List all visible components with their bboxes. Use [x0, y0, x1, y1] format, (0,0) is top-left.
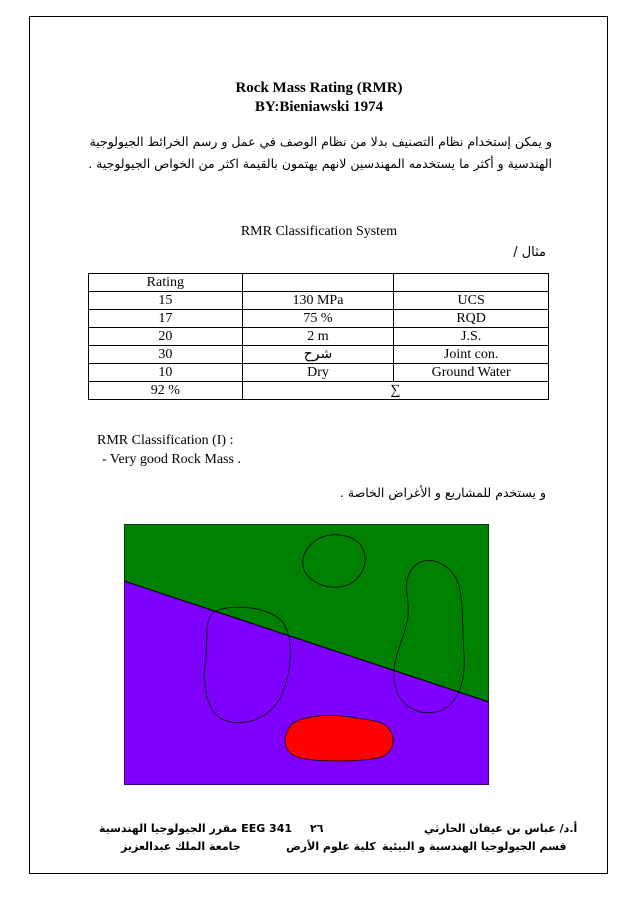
rating-cell: 15: [89, 292, 243, 310]
table-row: [89, 310, 549, 328]
sum-symbol-cell: ∑: [242, 382, 548, 400]
rating-cell: 20: [89, 328, 243, 346]
table-cell: [242, 274, 394, 292]
example-label: مثال /: [513, 245, 546, 260]
intro-line-2: الهندسية و أكثر ما يستخدمه المهندسين لانهم يهتمون بالقيمة اكثر من الخواص الجيولوجية .: [88, 156, 552, 171]
footer-department: قسم الجيولوجيا الهندسية و البيئية: [382, 840, 567, 853]
footer-faculty: كلية علوم الأرض: [286, 840, 376, 853]
result-item: - Very good Rock Mass .: [102, 452, 241, 467]
parameter-cell: J.S.: [394, 328, 549, 346]
footer-course: مقرر الجيولوجيا الهندسية EEG 341: [99, 822, 293, 835]
table-cell: [394, 274, 549, 292]
total-rating-cell: 92 %: [89, 382, 243, 400]
geological-map: [124, 524, 489, 785]
table-row: [89, 364, 549, 382]
rating-cell: 30: [89, 346, 243, 364]
rating-cell: 10: [89, 364, 243, 382]
table-row: [89, 346, 549, 364]
page-subtitle: BY:Bieniawski 1974: [254, 99, 384, 115]
parameter-cell: Joint con.: [394, 346, 549, 364]
classification-heading: RMR Classification System: [240, 224, 398, 239]
footer-university: جامعة الملك عبدالعزيز: [121, 840, 241, 853]
result-heading: RMR Classification (I) :: [97, 433, 234, 448]
parameter-cell: Ground Water: [394, 364, 549, 382]
table-row: [89, 292, 549, 310]
table-header-row: [89, 274, 549, 292]
parameter-cell: RQD: [394, 310, 549, 328]
usage-note: و يستخدم للمشاريع و الأغراض الخاصة .: [339, 485, 546, 500]
table-total-row: [89, 382, 549, 400]
footer-page-number: ٢٦: [310, 822, 324, 835]
parameter-cell: UCS: [394, 292, 549, 310]
rating-cell: 17: [89, 310, 243, 328]
value-cell: شرح: [242, 346, 394, 364]
footer-author: أ.د/ عباس بن عيفان الحارثي: [424, 822, 578, 835]
table-row: [89, 328, 549, 346]
value-cell: 75 %: [242, 310, 394, 328]
rating-header: Rating: [89, 274, 243, 292]
value-cell: 2 m: [242, 328, 394, 346]
rmr-table: [88, 273, 549, 400]
red-body: [285, 716, 393, 761]
page-title: Rock Mass Rating (RMR): [235, 80, 403, 96]
value-cell: 130 MPa: [242, 292, 394, 310]
value-cell: Dry: [242, 364, 394, 382]
intro-line-1: و يمكن إستخدام نظام التصنيف بدلا من نظام الوصف في عمل و رسم الخرائط الجيولوجية: [89, 134, 552, 149]
